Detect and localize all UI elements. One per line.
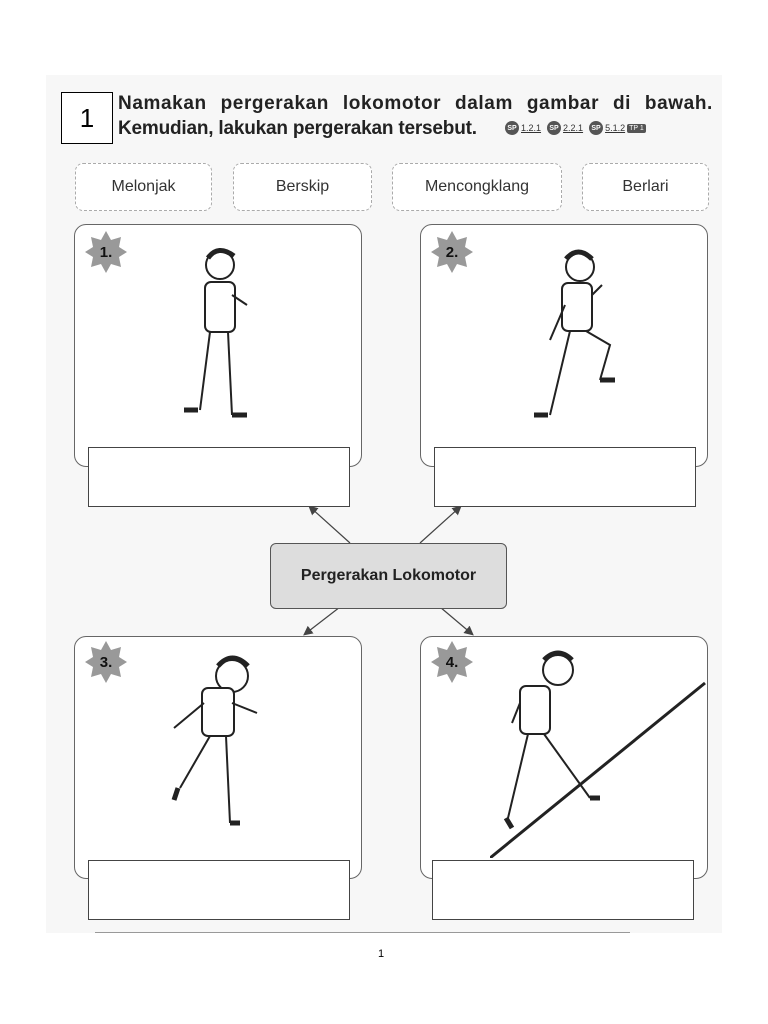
- sp-code: 1.2.1: [521, 123, 542, 133]
- badge-label: 2.: [445, 243, 459, 261]
- badge-1: [84, 230, 128, 274]
- boy-skipping-illustration: [520, 245, 630, 435]
- boy-walking-illustration: [170, 240, 270, 440]
- answer-box-3[interactable]: [88, 860, 350, 920]
- answer-box-2[interactable]: [434, 447, 696, 507]
- sp-code: 5.1.2: [605, 123, 626, 133]
- question-line-1: Namakan pergerakan lokomotor dalam gambar di bawah.: [118, 93, 713, 114]
- center-concept-box: Pergerakan Lokomotor: [270, 543, 507, 609]
- boy-running-illustration: [160, 648, 280, 838]
- answer-box-4[interactable]: [432, 860, 694, 920]
- sp-icon: SP: [547, 121, 561, 135]
- question-line-2: Kemudian, lakukan pergerakan tersebut.: [118, 118, 477, 139]
- sp-icon: SP: [589, 121, 603, 135]
- badge-3: [84, 640, 128, 684]
- option-mencongklang: Mencongklang: [392, 163, 562, 211]
- badge-label: 4.: [445, 653, 459, 671]
- page-number: 1: [378, 948, 385, 960]
- answer-box-1[interactable]: [88, 447, 350, 507]
- option-melonjak: Melonjak: [75, 163, 212, 211]
- option-berskip: Berskip: [233, 163, 372, 211]
- sp-code: 2.2.1: [563, 123, 584, 133]
- badge-2: [430, 230, 474, 274]
- boy-galloping-illustration: [490, 648, 710, 858]
- tp-badge: TP 1: [629, 124, 644, 132]
- option-berlari: Berlari: [582, 163, 709, 211]
- sp-icon: SP: [505, 121, 519, 135]
- badge-4: [430, 640, 474, 684]
- badge-label: 1.: [99, 243, 113, 261]
- badge-label: 3.: [99, 653, 113, 671]
- footer-divider: [95, 932, 630, 933]
- question-number: 1: [61, 92, 113, 144]
